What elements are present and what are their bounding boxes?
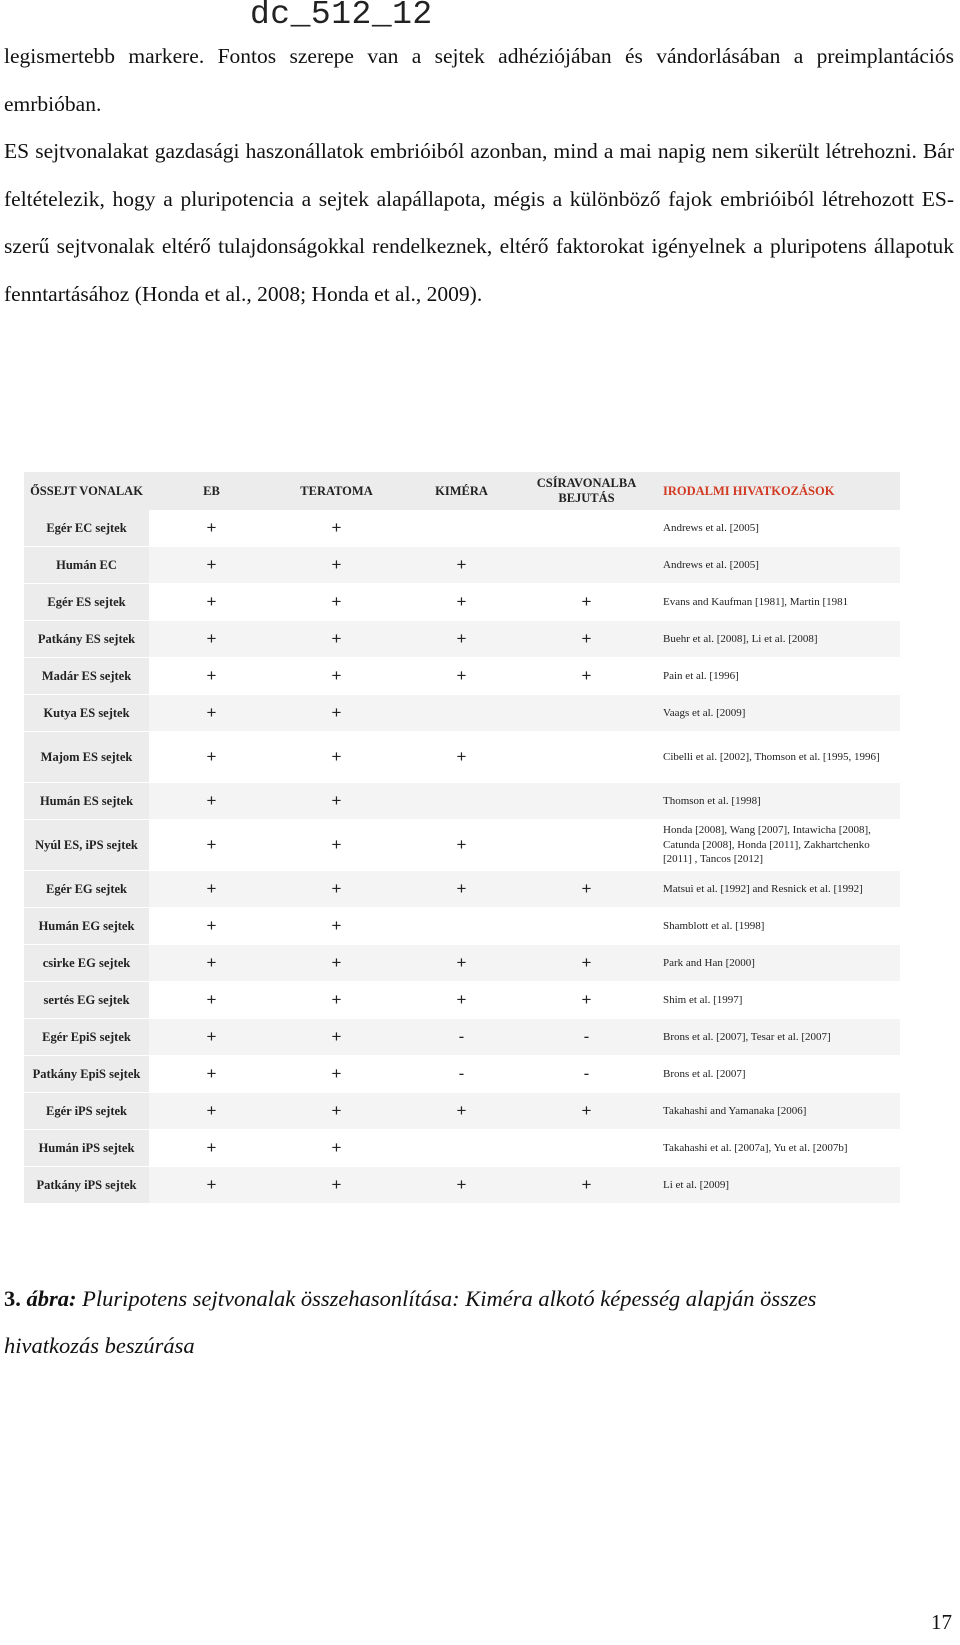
kimera-cell: + <box>399 732 524 783</box>
reference-cell: Takahashi and Yamanaka [2006] <box>649 1093 900 1130</box>
row-label-cell: Majom ES sejtek <box>24 732 149 783</box>
row-label-cell: sertés EG sejtek <box>24 982 149 1019</box>
table-row <box>24 820 900 871</box>
kimera-cell: + <box>399 547 524 584</box>
eb-cell: + <box>149 820 274 871</box>
germline-cell: + <box>524 945 649 982</box>
germline-cell: + <box>524 1167 649 1204</box>
row-label-cell: Egér EC sejtek <box>24 510 149 547</box>
kimera-cell: + <box>399 1167 524 1204</box>
caption-text: Pluripotens sejtvonalak összehasonlítása: Kiméra alkotó képesség alapján összes hivatkozás beszúrása <box>4 1286 817 1358</box>
row-label-cell: Humán EG sejtek <box>24 908 149 945</box>
teratoma-cell: + <box>274 621 399 658</box>
eb-cell: + <box>149 1019 274 1056</box>
teratoma-cell: + <box>274 820 399 871</box>
kimera-cell: + <box>399 621 524 658</box>
caption-number: 3. <box>4 1286 21 1311</box>
germline-cell: + <box>524 658 649 695</box>
kimera-cell: - <box>399 1056 524 1093</box>
kimera-cell: + <box>399 982 524 1019</box>
reference-cell: Matsui et al. [1992] and Resnick et al. [1992] <box>649 871 900 908</box>
germline-cell <box>524 908 649 945</box>
kimera-cell: + <box>399 945 524 982</box>
kimera-cell <box>399 695 524 732</box>
kimera-cell: + <box>399 871 524 908</box>
eb-cell: + <box>149 621 274 658</box>
reference-cell: Park and Han [2000] <box>649 945 900 982</box>
row-label-cell: Humán iPS sejtek <box>24 1130 149 1167</box>
table-body <box>24 510 900 1204</box>
row-label-cell: Egér EG sejtek <box>24 871 149 908</box>
table-row <box>24 1167 900 1204</box>
document-id: dc_512_12 <box>250 0 433 33</box>
caption-label: ábra: <box>26 1286 77 1311</box>
table-row <box>24 783 900 820</box>
germline-cell <box>524 510 649 547</box>
reference-cell: Shamblott et al. [1998] <box>649 908 900 945</box>
reference-cell: Takahashi et al. [2007a], Yu et al. [2007b] <box>649 1130 900 1167</box>
eb-cell: + <box>149 1130 274 1167</box>
eb-cell: + <box>149 1093 274 1130</box>
row-label-cell: csirke EG sejtek <box>24 945 149 982</box>
reference-cell: Andrews et al. [2005] <box>649 547 900 584</box>
table-row <box>24 1130 900 1167</box>
table-row <box>24 982 900 1019</box>
eb-cell: + <box>149 732 274 783</box>
germline-cell: + <box>524 871 649 908</box>
teratoma-cell: + <box>274 945 399 982</box>
reference-cell: Buehr et al. [2008], Li et al. [2008] <box>649 621 900 658</box>
header-germline: CSÍRAVONALBA BEJUTÁS <box>524 472 649 510</box>
reference-cell: Andrews et al. [2005] <box>649 510 900 547</box>
eb-cell: + <box>149 584 274 621</box>
table-row <box>24 584 900 621</box>
eb-cell: + <box>149 1056 274 1093</box>
table-header-row <box>24 472 900 510</box>
germline-cell <box>524 695 649 732</box>
header-teratoma: TERATOMA <box>274 472 399 510</box>
figure-caption <box>4 1275 904 1369</box>
eb-cell: + <box>149 945 274 982</box>
table-row <box>24 658 900 695</box>
reference-cell: Cibelli et al. [2002], Thomson et al. [1995, 1996] <box>649 732 900 783</box>
teratoma-cell: + <box>274 732 399 783</box>
germline-cell: - <box>524 1019 649 1056</box>
teratoma-cell: + <box>274 1167 399 1204</box>
germline-cell <box>524 732 649 783</box>
row-label-cell: Patkány iPS sejtek <box>24 1167 149 1204</box>
reference-cell: Thomson et al. [1998] <box>649 783 900 820</box>
row-label-cell: Humán EC <box>24 547 149 584</box>
teratoma-cell: + <box>274 1093 399 1130</box>
header-stem-cell-lines: ŐSSEJT VONALAK <box>24 472 149 510</box>
teratoma-cell: + <box>274 695 399 732</box>
kimera-cell <box>399 1130 524 1167</box>
teratoma-cell: + <box>274 982 399 1019</box>
table-row <box>24 695 900 732</box>
table-row <box>24 510 900 547</box>
teratoma-cell: + <box>274 1056 399 1093</box>
reference-cell: Honda [2008], Wang [2007], Intawicha [2008], Catunda [2008], Honda [2011], Zakhartchenko [2011] , Tancos [2012] <box>649 820 900 871</box>
germline-cell: + <box>524 1093 649 1130</box>
header-kimera: KIMÉRA <box>399 472 524 510</box>
reference-cell: Pain et al. [1996] <box>649 658 900 695</box>
kimera-cell: + <box>399 658 524 695</box>
germline-cell: + <box>524 982 649 1019</box>
table-row <box>24 871 900 908</box>
germline-cell: - <box>524 1056 649 1093</box>
eb-cell: + <box>149 908 274 945</box>
eb-cell: + <box>149 783 274 820</box>
table-row <box>24 1019 900 1056</box>
row-label-cell: Patkány ES sejtek <box>24 621 149 658</box>
table-row <box>24 621 900 658</box>
reference-cell: Shim et al. [1997] <box>649 982 900 1019</box>
eb-cell: + <box>149 658 274 695</box>
kimera-cell: + <box>399 584 524 621</box>
kimera-cell: + <box>399 1093 524 1130</box>
reference-cell: Vaags et al. [2009] <box>649 695 900 732</box>
row-label-cell: Madár ES sejtek <box>24 658 149 695</box>
header-eb: EB <box>149 472 274 510</box>
row-label-cell: Egér iPS sejtek <box>24 1093 149 1130</box>
kimera-cell <box>399 908 524 945</box>
germline-cell <box>524 1130 649 1167</box>
germline-cell: + <box>524 621 649 658</box>
germline-cell <box>524 547 649 584</box>
teratoma-cell: + <box>274 1019 399 1056</box>
body-text <box>4 33 954 318</box>
teratoma-cell: + <box>274 584 399 621</box>
table-row <box>24 908 900 945</box>
teratoma-cell: + <box>274 547 399 584</box>
page-number: 17 <box>931 1610 952 1634</box>
reference-cell: Evans and Kaufman [1981], Martin [1981 <box>649 584 900 621</box>
teratoma-cell: + <box>274 908 399 945</box>
eb-cell: + <box>149 871 274 908</box>
row-label-cell: Humán ES sejtek <box>24 783 149 820</box>
table-row <box>24 732 900 783</box>
teratoma-cell: + <box>274 658 399 695</box>
row-label-cell: Egér EpiS sejtek <box>24 1019 149 1056</box>
table-row <box>24 945 900 982</box>
eb-cell: + <box>149 1167 274 1204</box>
paragraph-1: legismertebb markere. Fontos szerepe van a sejtek adhéziójában és vándorlásában a preimplantációs emrbióban. <box>4 44 954 116</box>
eb-cell: + <box>149 510 274 547</box>
eb-cell: + <box>149 547 274 584</box>
kimera-cell <box>399 783 524 820</box>
table-row <box>24 547 900 584</box>
teratoma-cell: + <box>274 871 399 908</box>
reference-cell: Li et al. [2009] <box>649 1167 900 1204</box>
germline-cell <box>524 783 649 820</box>
teratoma-cell: + <box>274 510 399 547</box>
reference-cell: Brons et al. [2007], Tesar et al. [2007] <box>649 1019 900 1056</box>
germline-cell: + <box>524 584 649 621</box>
row-label-cell: Egér ES sejtek <box>24 584 149 621</box>
row-label-cell: Nyúl ES, iPS sejtek <box>24 820 149 871</box>
stem-cell-comparison-table <box>24 472 900 1204</box>
row-label-cell: Patkány EpiS sejtek <box>24 1056 149 1093</box>
germline-cell <box>524 820 649 871</box>
kimera-cell: + <box>399 820 524 871</box>
paragraph-2: ES sejtvonalakat gazdasági haszonállatok embrióiból azonban, mind a mai napig nem sikerült létrehozni. Bár feltételezik, hogy a pluripotencia a sejtek alapállapota, mégis a különböző fajok embrióiból létrehozott ES-szerű sejtvonalak eltérő tulajdonságokkal rendelkeznek, eltérő faktorokat igényelnek a pluripotens állapotuk fenntartásához (Honda et al., 2008; Honda et al., 2009). <box>4 139 954 306</box>
table-row <box>24 1093 900 1130</box>
comparison-table-figure <box>24 472 900 1204</box>
reference-cell: Brons et al. [2007] <box>649 1056 900 1093</box>
row-label-cell: Kutya ES sejtek <box>24 695 149 732</box>
kimera-cell <box>399 510 524 547</box>
header-references: IRODALMI HIVATKOZÁSOK <box>649 472 900 510</box>
eb-cell: + <box>149 695 274 732</box>
table-row <box>24 1056 900 1093</box>
teratoma-cell: + <box>274 783 399 820</box>
teratoma-cell: + <box>274 1130 399 1167</box>
eb-cell: + <box>149 982 274 1019</box>
kimera-cell: - <box>399 1019 524 1056</box>
